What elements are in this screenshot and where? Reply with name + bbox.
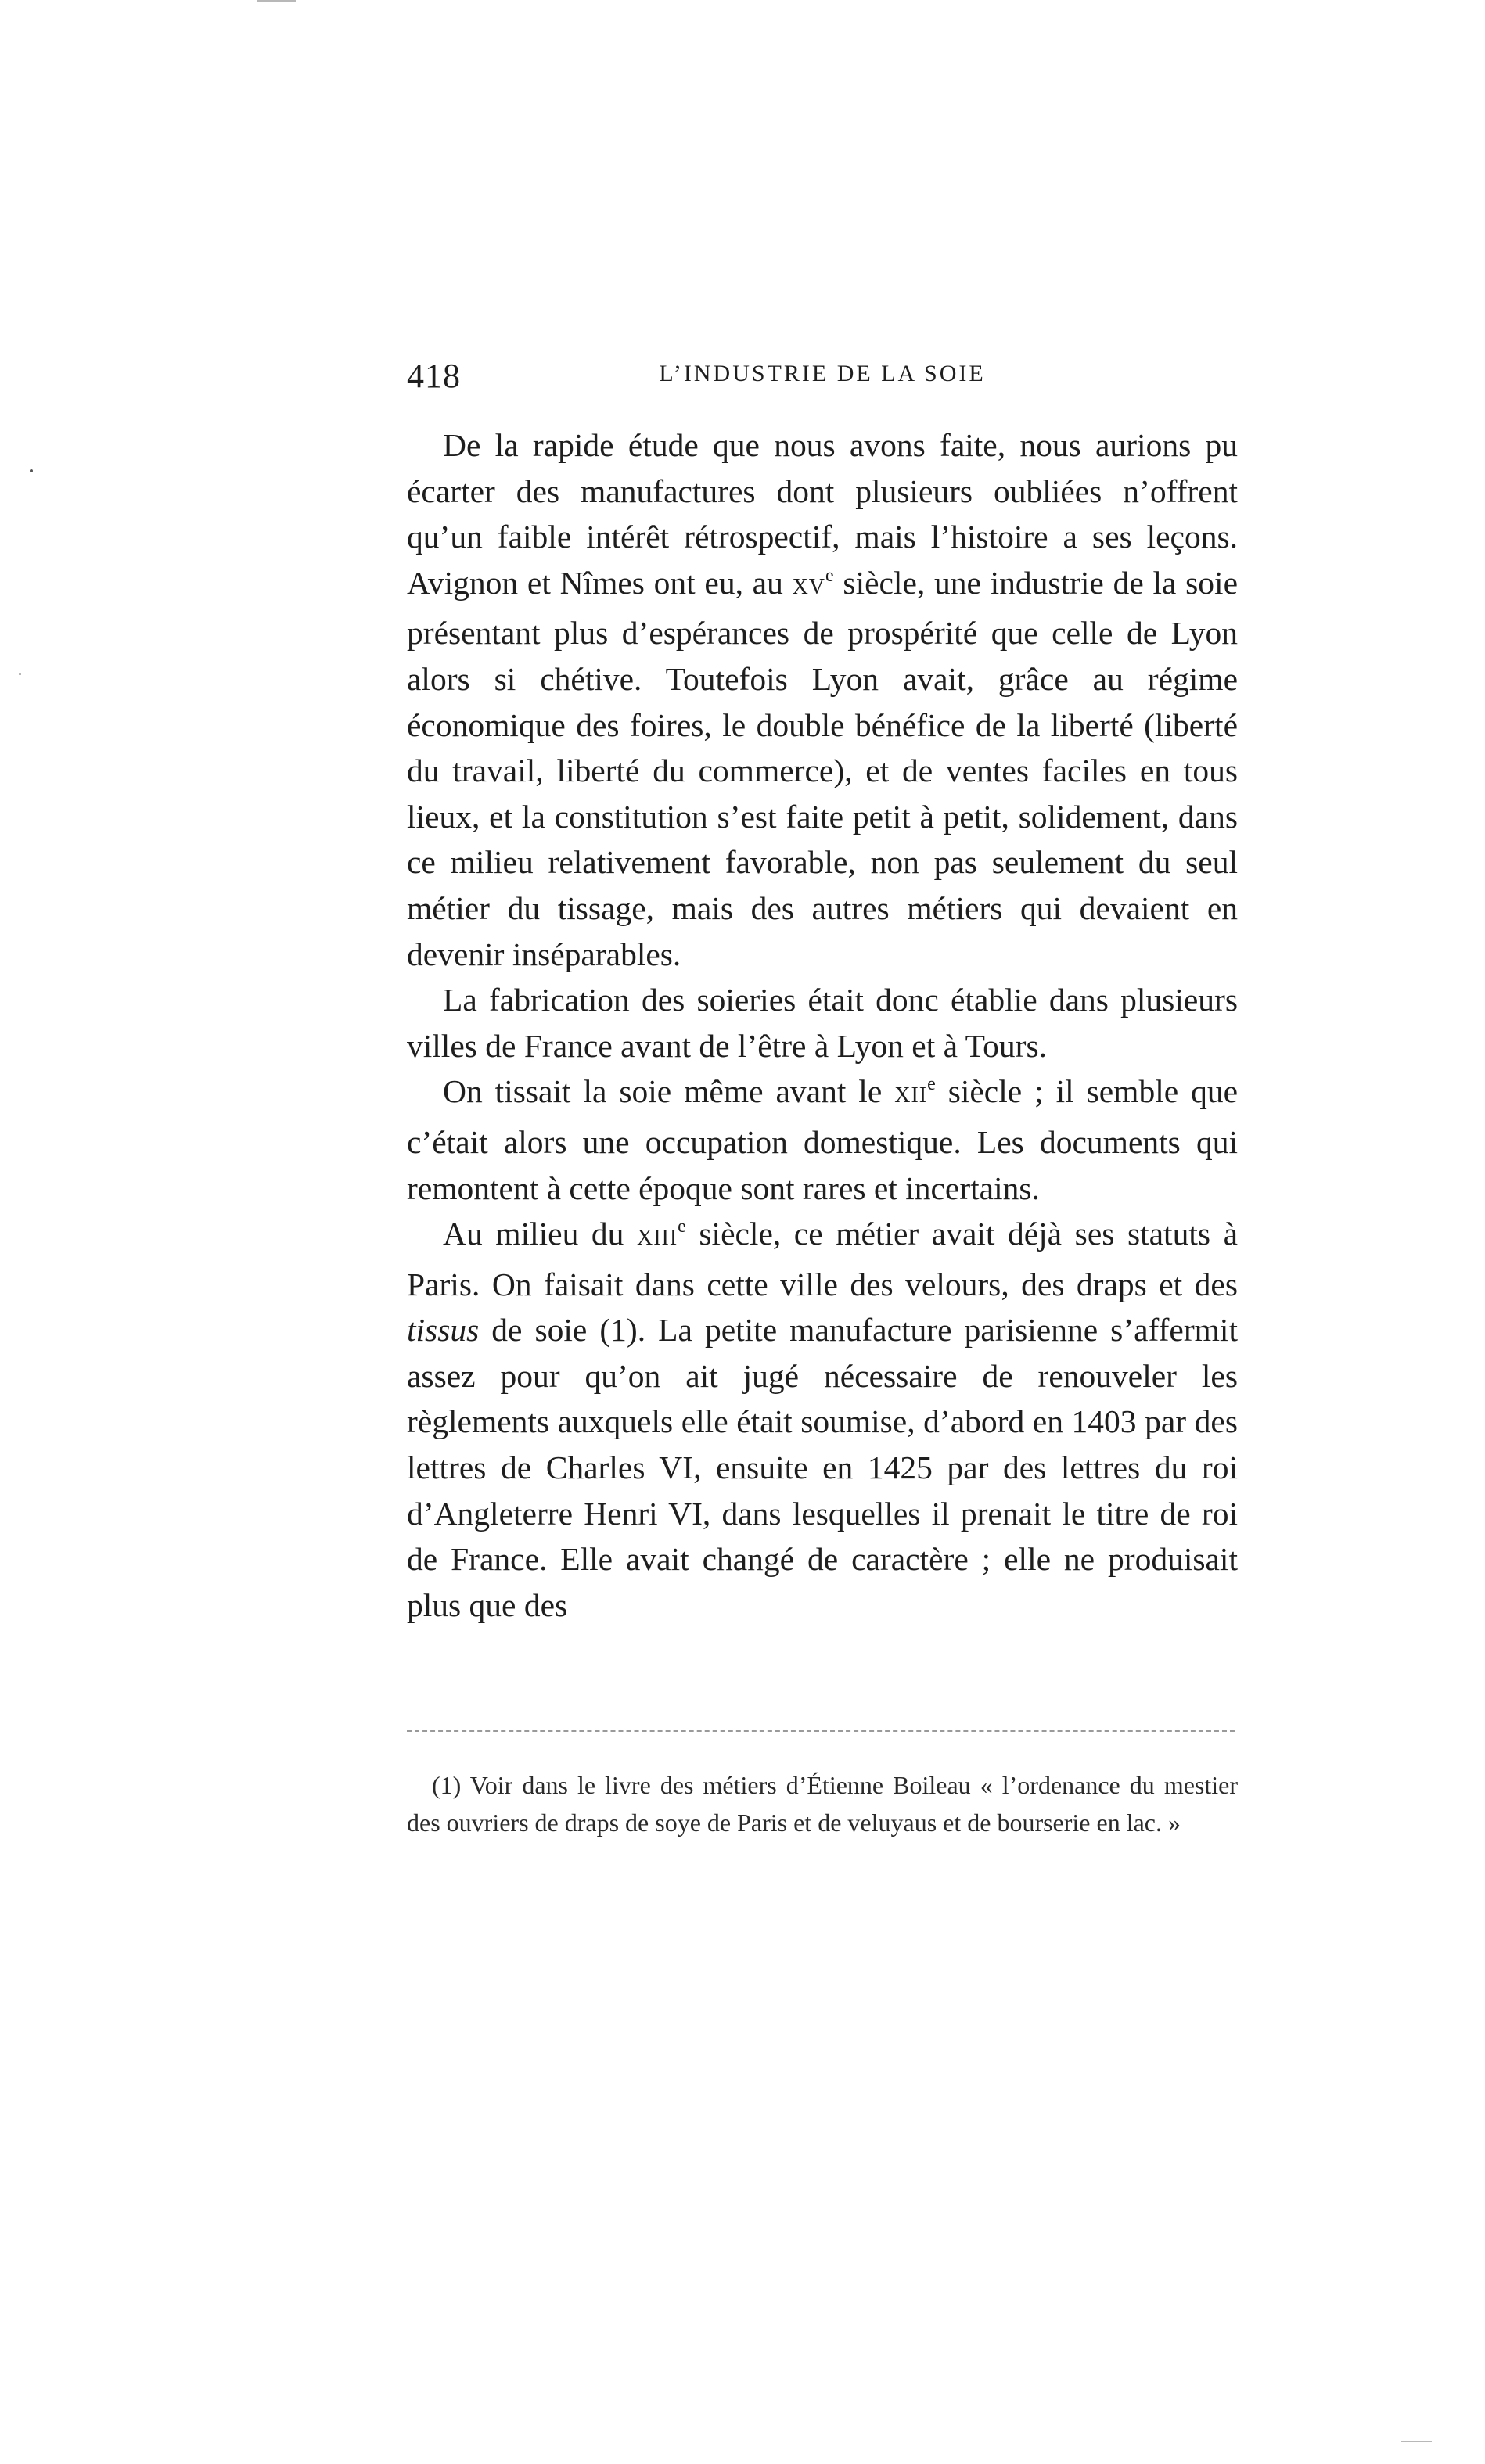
paragraph-1-text-a: De la rapide étude que nous avons faite, nous aurions pu écarter des manufactures dont plusieurs oubliées n’offrent qu’un faible intérêt rétrospectif, mais l’histoire a ses leçons. Avignon et Nîmes ont eu, au: [407, 427, 1238, 601]
paragraph-4-text-c: de soie (1). La petite manufacture parisienne s’affermit assez pour qu’on ait jugé nécessaire de renouveler les règlements auxquels elle était soumise, d’abord en 1403 par des lettres de Charles VI, ensuite en 1425 par des lettres du roi d’Angleterre Henri VI, dans lesquelles il prenait le titre de roi de France. Elle avait changé de caractère ; elle ne produisait plus que des: [407, 1312, 1238, 1623]
ordinal-superscript: e: [678, 1216, 686, 1237]
paragraph-3-text-a: On tissait la soie même avant le: [443, 1073, 895, 1110]
century-numeral: XII: [894, 1083, 928, 1108]
paragraph-1-text-b: siècle, une industrie de la soie présentant plus d’espérances de prospérité que celle de Lyon alors si chétive. Toutefois Lyon avait, grâce au régime économique des foires, le double bénéfice de la liberté (liberté du travail, liberté du commerce), et de ventes faciles en tous lieux, et la constitution s’est faite petit à petit, solidement, dans ce milieu relativement favorable, non pas seulement du seul métier du tissage, mais des autres métiers qui devaient en devenir inséparables.: [407, 564, 1239, 972]
running-title: L’INDUSTRIE DE LA SOIE: [659, 361, 986, 386]
scan-speck: [30, 469, 33, 472]
ordinal-superscript: e: [927, 1074, 936, 1095]
paragraph-4-text-b: siècle, ce métier avait déjà ses statuts à Paris. On faisait dans cette ville des velours, des draps et des: [407, 1216, 1239, 1302]
running-head: [407, 356, 1238, 403]
body-text: [407, 422, 1238, 1628]
footnote-1: (1) Voir dans le livre des métiers d’Étienne Boileau « l’ordenance du mestier des ouvriers de draps de soye de Paris et de veluyaus et de bourserie en lac. »: [407, 1771, 1238, 1837]
page-number: 418: [407, 357, 461, 395]
scan-speck: [19, 673, 21, 675]
paragraph-1: [407, 422, 1238, 977]
scan-speck: [257, 0, 296, 2]
scan-speck: [1401, 2441, 1432, 2442]
footnotes: [407, 1766, 1238, 1841]
century-numeral: XV: [792, 574, 826, 599]
paragraph-3: [407, 1069, 1238, 1211]
century-numeral: XIII: [636, 1226, 678, 1251]
paragraph-2: La fabrication des soieries était donc établie dans plusieurs villes de France avant de l’être à Lyon et à Tours.: [407, 982, 1238, 1064]
paragraph-3-text-b: siècle ; il semble que c’était alors une occupation domestique. Les documents qui remontent à cette époque sont rares et incertains.: [407, 1073, 1239, 1206]
paragraph-4-text-a: Au milieu du: [443, 1216, 637, 1252]
italic-word: tissus: [407, 1312, 480, 1349]
paragraph-4: [407, 1211, 1238, 1628]
footnote-separator: [407, 1730, 1235, 1732]
ordinal-superscript: e: [825, 565, 834, 586]
